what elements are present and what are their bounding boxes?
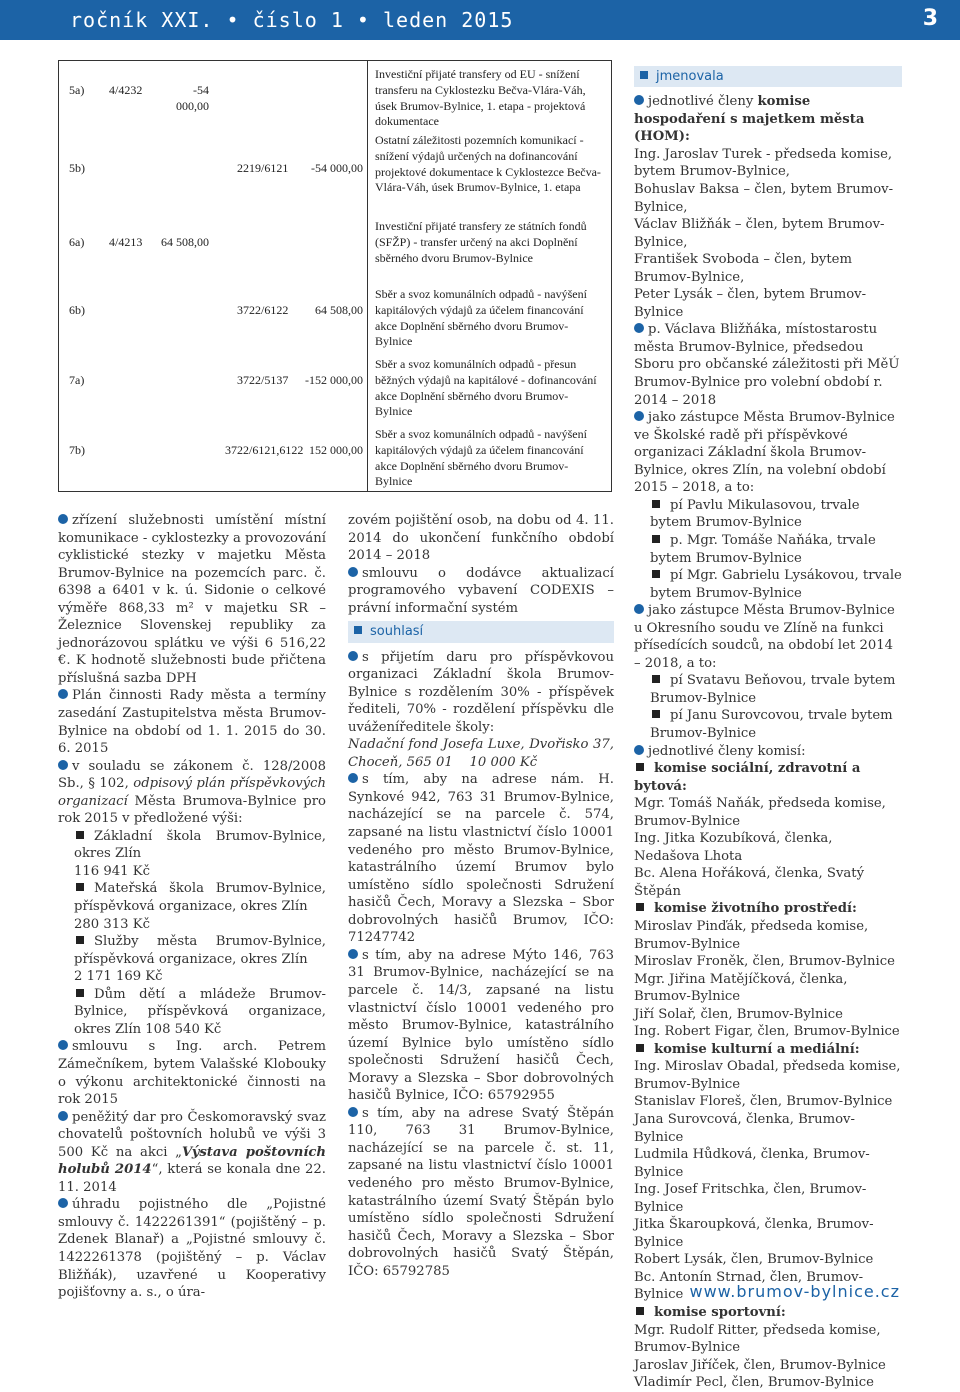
- row-code: 4/4213: [109, 235, 143, 249]
- member-line: Mgr. Rudolf Ritter, předseda komise, Brumov-Bylnice: [634, 1322, 881, 1356]
- member-line: Bc. Alena Hořáková, členka, Svatý Štěpán: [634, 866, 865, 899]
- row-code: 3722/6122: [237, 303, 289, 317]
- stepan-seat-paragraph: s tím, aby na adrese Svatý Štěpán 110, 763 31 Brumov-Bylnice, nacházející se na parcele č. st. 11, zapsané na listu vlastnictví číslo 10001 vedeného pro město Brumov-Bylnice, katastrálního území Svatý Štěpán bylo umístěno sídlo společnosti Sdružení hasičů Čech, Moravy a Slezska – Sbor dobrovolných hasičů Svatý Štěpán, IČO: 65792785: [348, 1105, 614, 1279]
- bullet-icon: [348, 949, 358, 959]
- row-id: 7b): [69, 443, 85, 457]
- bullet-icon: [58, 1040, 68, 1050]
- member-line: Miroslav Froněk, člen, Brumov-Bylnice: [634, 954, 895, 970]
- member-line: Jaroslav Jiříček, člen, Brumov-Bylnice: [634, 1357, 886, 1373]
- row-id: 7a): [69, 373, 85, 387]
- square-bullet-icon: [354, 626, 362, 634]
- fund-amount: 10 000 Kč: [469, 754, 538, 770]
- row-amount: -54 000,00: [176, 83, 209, 113]
- row-amount: 64 508,00: [315, 303, 363, 317]
- gift-paragraph: s přijetím daru pro příspěvkovou organizaci Základní škola Brumov-Bylnice s rozdělením 30% - příspěvek řediteli, 70% - rozdělení příspěvku dle uváženíředitele školy:: [348, 649, 614, 735]
- square-bullet-icon: [636, 1044, 644, 1052]
- bullet-icon: [58, 760, 68, 770]
- column-left: [58, 512, 326, 1302]
- bullet-icon: [634, 745, 644, 755]
- square-bullet-icon: [652, 710, 660, 718]
- table-divider: [367, 61, 368, 491]
- square-bullet-icon: [640, 71, 648, 79]
- row-description: Sběr a svoz komunálních odpadů - navýšení kapitálových výdajů za účelem financování akce Doplnění sběrného dvoru Brumov-Bylnice: [375, 427, 587, 489]
- org-name: Základní škola Brumov-Bylnice, okres Zlín: [74, 828, 326, 862]
- member-line: Jana Surovcová, členka, Brumov-Bylnice: [634, 1112, 855, 1145]
- contract-paragraph: smlouvu s Ing. arch. Petrem Zámečníkem, bytem Valašské Klobouky o výkonu architektonické činnosti na rok 2015: [58, 1039, 326, 1108]
- depreciation-text: Města Brumova-Bylnice pro rok 2015 v předložené výši:: [58, 793, 326, 827]
- section-title: jmenovala: [656, 69, 724, 84]
- bullet-icon: [348, 1107, 358, 1117]
- square-bullet-icon: [652, 675, 660, 683]
- member-line: Ing. Jaroslav Turek - předseda komise, bytem Brumov-Bylnice,: [634, 146, 893, 180]
- row-code: 3722/6121,6122: [225, 443, 304, 457]
- issue-title: ročník XXI. • číslo 1 • leden 2015: [70, 8, 514, 32]
- org-value: 108 540 Kč: [145, 1021, 222, 1037]
- bullet-icon: [58, 1198, 68, 1208]
- codexis-paragraph: smlouvu o dodávce aktualizací programového vybavení CODEXIS – právní informační systém: [348, 565, 614, 616]
- row-description: Sběr a svoz komunálních odpadů - přesun běžných výdajů na kapitálové - dofinancování akce Doplnění sběrného dvoru Brumov-Bylnice: [375, 357, 597, 419]
- member-line: Ing. Miroslav Obadal, předseda komise, Brumov-Bylnice: [634, 1059, 901, 1092]
- square-bullet-icon: [76, 831, 84, 839]
- insurance-paragraph: úhradu pojistného dle „Pojistné smlouvy č. 1422261391“ (pojištěný – p. Zdenek Blanař) a „Pojistné smlouvy č. 1422261378 (pojištěný – p. Václav Bližňák), uzavřené u Kooperativy pojišťovny a. s., o úra-: [58, 1197, 326, 1301]
- square-bullet-icon: [636, 1307, 644, 1315]
- member-line: Stanislav Floreš, člen, Brumov-Bylnice: [634, 1094, 893, 1110]
- row-id: 6a): [69, 235, 85, 249]
- brumov-seat-paragraph: s tím, aby na adrese nám. H. Synkové 942, 763 31 Brumov-Bylnice, nacházející se na parcele č. 574, zapsané na listu vlastnictví číslo 10001 vedeného pro město Brumov-Bylnice, katastrálního území Brumov bylo umístěno sídlo společnosti Sdružení hasičů Čech, Moravy a Slezska – Sbor dobrovolných hasičů Brumov, IČO: 71247742: [348, 772, 614, 946]
- bullet-icon: [58, 514, 68, 524]
- square-bullet-icon: [636, 763, 644, 771]
- row-amount: 64 508,00: [161, 235, 209, 249]
- square-bullet-icon: [636, 903, 644, 911]
- bylnice-seat-paragraph: s tím, aby na adrese Mýto 146, 763 31 Brumov-Bylnice, nacházející se na parcele č. 14/3, zapsané na listu vlastnictví číslo 10001 vedeného pro město Brumov-Bylnice, katastrálního území Bylnice bylo umístěno sídlo společnosti Sdružení hasičů Čech, Moravy a Slezska – Sbor dobrovolných hasičů Bylnice, IČO: 65792955: [348, 947, 614, 1104]
- committee-hom-title: komise hospodaření s majetkem města (HOM):: [634, 94, 865, 145]
- bullet-icon: [348, 651, 358, 661]
- bullet-icon: [348, 773, 358, 783]
- bullet-icon: [634, 323, 644, 333]
- bullet-icon: [634, 604, 644, 614]
- depreciation-title: odpisový plán příspěvkových organizací: [58, 776, 326, 809]
- member-line: Václav Bližňák – člen, bytem Brumov-Bylnice,: [634, 217, 885, 250]
- donation-text-end: “, která se konala dne 22. 11. 2014: [58, 1162, 326, 1195]
- row-id: 5a): [69, 83, 85, 97]
- fund-address: Nadační fond Josefa Luxe, Dvořisko 37, Choceň, 565 01: [348, 737, 614, 770]
- member-line: Ing. Josef Fritschka, člen, Brumov-Bylnice: [634, 1182, 867, 1215]
- row-description: Sběr a svoz komunálních odpadů - navýšení kapitálových výdajů za účelem financování akce Doplnění sběrného dvoru Brumov-Bylnice: [375, 287, 587, 349]
- committee-title: komise sociální, zdravotní a bytová:: [634, 761, 861, 794]
- row-code: 4/4232: [109, 83, 143, 97]
- org-name: Služby města Brumov-Bylnice, příspěvková organizace, okres Zlín: [74, 934, 326, 967]
- committee-title: komise sportovní:: [654, 1305, 786, 1321]
- member-line: Mgr. Tomáš Naňák, předseda komise, Brumov-Bylnice: [634, 796, 886, 829]
- bullet-icon: [58, 1111, 68, 1121]
- committee-title: komise životního prostředí:: [654, 901, 857, 917]
- member-line: Mgr. Jiřina Matějíčková, členka, Brumov-Bylnice: [634, 971, 848, 1005]
- org-name: Mateřská škola Brumov-Bylnice, příspěvková organizace, okres Zlín: [74, 881, 326, 915]
- square-bullet-icon: [652, 500, 660, 508]
- org-name: Dům dětí a mládeže Brumov-Bylnice, příspěvková organizace, okres Zlín: [74, 986, 326, 1037]
- row-amount: -152 000,00: [305, 373, 363, 387]
- depreciation-intro: v souladu se zákonem č. 128/2008 Sb., § 102,: [58, 758, 326, 792]
- member-line: Jiří Solař, člen, Brumov-Bylnice: [634, 1006, 843, 1022]
- court-paragraph: jako zástupce Města Brumov-Bylnice u Okresního soudu ve Zlíně na funkci přísedících soudců, na období let 2014 – 2018, a to:: [634, 603, 895, 671]
- website-link[interactable]: www.brumov-bylnice.cz: [689, 1282, 900, 1301]
- member-line: František Svoboda – člen, bytem Brumov-Bylnice,: [634, 252, 852, 285]
- member-line: Bohuslav Baksa – člen, bytem Brumov-Bylnice,: [634, 182, 894, 215]
- member-line: Bc. Antonín Strnad, člen, Brumov-Bylnice: [634, 1269, 864, 1303]
- column-right: [634, 62, 902, 1392]
- row-amount: -54 000,00: [311, 161, 363, 175]
- committees-intro: jednotlivé členy komisí:: [648, 743, 806, 759]
- member-line: Jitka Škaroupková, členka, Brumov-Bylnice: [634, 1217, 874, 1250]
- nominee: pí Mgr. Gabrielu Lysákovou, trvale bytem Brumov-Bylnice: [650, 568, 902, 601]
- square-bullet-icon: [652, 535, 660, 543]
- spoz-paragraph: p. Václava Bližňáka, místostarostu města Brumov-Bylnice, předsedou Sboru pro občanské záležitosti při MěÚ Brumov-Bylnice pro volební období r. 2014 – 2018: [634, 322, 900, 408]
- square-bullet-icon: [76, 936, 84, 944]
- bullet-icon: [348, 567, 358, 577]
- row-amount: 152 000,00: [309, 443, 363, 457]
- row-id: 6b): [69, 303, 85, 317]
- bullet-icon: [634, 95, 644, 105]
- nominee: pí Janu Surovcovou, trvale bytem Brumov-Bylnice: [650, 708, 893, 741]
- member-line: Peter Lysák – člen, bytem Brumov-Bylnice: [634, 287, 867, 320]
- section-heading-souhlasi: [348, 621, 614, 642]
- plan-paragraph: Plán činnosti Rady města a termíny zasedání Zastupitelstva města Brumov-Bylnice na období od 1. 1. 2015 do 30. 6. 2015: [58, 688, 326, 757]
- member-line: Miroslav Pinďák, předseda komise, Brumov-Bylnice: [634, 918, 869, 952]
- row-description: Ostatní záležitosti pozemních komunikací - snížení výdajů určených na dofinancování projektové dokumentace k Cyklostezce Bečva-Vlára-Váh, úsek Brumov-Bylnice, 1. etapa: [375, 133, 601, 195]
- budget-table: [58, 60, 612, 492]
- bullet-icon: [634, 411, 644, 421]
- column-middle: [348, 512, 614, 1280]
- continued-paragraph: zovém pojištění osob, na dobu od 4. 11. 2014 do ukončení funkčního období 2014 – 2018: [348, 513, 614, 564]
- section-title: souhlasí: [370, 624, 424, 640]
- row-code: 3722/5137: [237, 373, 289, 387]
- donation-text: peněžitý dar pro Českomoravský svaz chovatelů poštovních holubů ve výši 3 500 Kč na akci „: [58, 1109, 326, 1160]
- row-code: 2219/6121: [237, 161, 289, 175]
- page-header: [0, 0, 960, 40]
- member-line: Ing. Robert Figar, člen, Brumov-Bylnice: [634, 1024, 900, 1040]
- member-line: Robert Lysák, člen, Brumov-Bylnice: [634, 1252, 874, 1268]
- page-number: 3: [922, 6, 938, 31]
- org-value: 116 941 Kč: [74, 863, 150, 879]
- nominee: pí Svatavu Beňovou, trvale bytem Brumov-Bylnice: [650, 673, 896, 706]
- row-id: 5b): [69, 161, 85, 175]
- org-value: 280 313 Kč: [74, 916, 150, 932]
- section-heading-jmenovala: [634, 66, 902, 87]
- square-bullet-icon: [76, 989, 84, 997]
- easement-paragraph: zřízení služebnosti umístění místní komunikace - cyklostezky a provozování cyklistické stezky v majetku Města Brumov-Bylnice na pozemcích parc. č. 6398 a 6401 v k. ú. Sidonie o celkové výměře 868,33 m² v majetku SR – Železnice Slovenskej republiky za jednorázovou splátku ve výši 6 516,22 €. K hodnotě služebnosti bude přičtena příslušná sazba DPH: [58, 513, 326, 686]
- member-line: Ludmila Hůdková, členka, Brumov-Bylnice: [634, 1147, 870, 1180]
- school-council-paragraph: jako zástupce Města Brumov-Bylnice ve Školské radě při příspěvkové organizaci Základní škola Brumov-Bylnice, okres Zlín, na volební období 2015 – 2018, a to:: [634, 410, 895, 496]
- org-value: 2 171 169 Kč: [74, 969, 163, 985]
- nominee: pí Pavlu Mikulasovou, trvale bytem Brumov-Bylnice: [650, 497, 860, 531]
- member-line: Ing. Jitka Kozubíková, členka, Nedašova Lhota: [634, 831, 833, 864]
- row-description: Investiční přijaté transfery od EU - snížení transferu na Cyklostezku Bečva-Vlára-Váh, úsek Brumov-Bylnice, 1. etapa - projektová dokumentace: [375, 67, 586, 129]
- committee-title: komise kulturní a mediální:: [654, 1041, 860, 1057]
- square-bullet-icon: [652, 570, 660, 578]
- member-line: Vladimír Pecl, člen, Brumov-Bylnice: [634, 1375, 874, 1391]
- square-bullet-icon: [76, 883, 84, 891]
- bullet-icon: [58, 689, 68, 699]
- nominee: p. Mgr. Tomáše Naňáka, trvale bytem Brumov-Bylnice: [650, 532, 876, 566]
- row-description: Investiční přijaté transfery ze státních fondů (SFŽP) - transfer určený na akci Doplnění sběrného dvoru Brumov-Bylnice: [375, 219, 587, 265]
- appoint-intro: jednotlivé členy: [648, 94, 754, 110]
- exhibition-title: Výstava poštovních holubů 2014: [58, 1144, 326, 1178]
